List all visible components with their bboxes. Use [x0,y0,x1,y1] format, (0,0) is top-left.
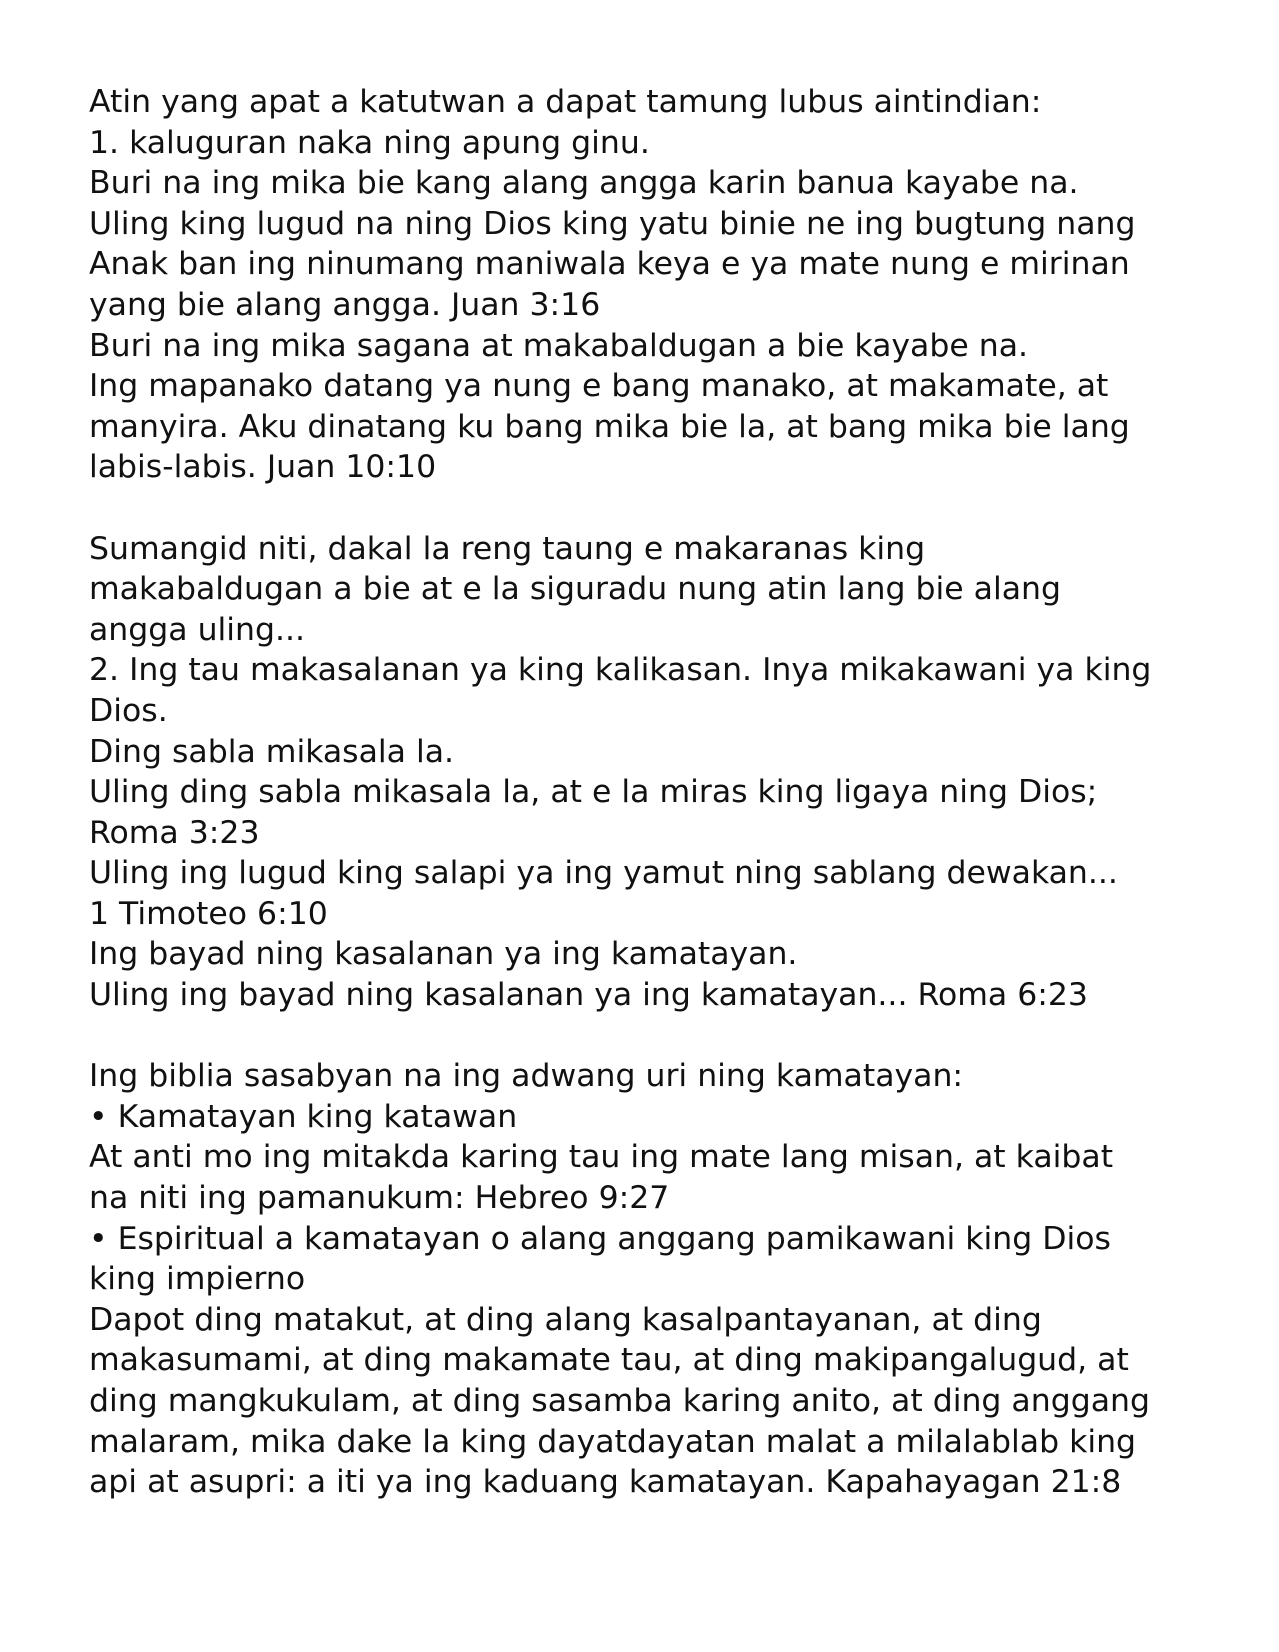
text-line: manyira. Aku dinatang ku bang mika bie la, at bang mika bie lang [89,408,1130,445]
paragraph-gap [89,1016,1219,1057]
text-line: king impierno [89,1261,306,1298]
paragraph-section-3 [89,1056,1219,1503]
text-line: 2. Ing tau makasalanan ya king kalikasan. Inya mikakawani ya king [89,652,1152,689]
text-line: 1 Timoteo 6:10 [89,895,328,932]
bullet-line: • Espiritual a kamatayan o alang anggang pamikawani king Dios [89,1220,1111,1257]
text-line: Buri na ing mika sagana at makabaldugan a bie kayabe na. [89,327,1029,364]
text-line: Dios. [89,692,168,729]
text-line: angga uling... [89,611,306,648]
text-line: makabaldugan a bie at e la siguradu nung atin lang bie alang [89,571,1061,608]
text-line: Ing biblia sasabyan na ing adwang uri ning kamatayan: [89,1058,964,1095]
text-line: ding mangkukulam, at ding sasamba karing anito, at ding anggang [89,1383,1150,1419]
bullet-line: • Kamatayan king katawan [89,1098,518,1135]
text-line: labis-labis. Juan 10:10 [89,449,437,486]
paragraph-section-2 [89,529,1219,1016]
text-line: Ing bayad ning kasalanan ya ing kamatayan. [89,936,798,973]
text-line: malaram, mika dake la king dayatdayatan malat a milalablab king [89,1423,1137,1460]
text-line: At anti mo ing mitakda karing tau ing mate lang misan, at kaibat [89,1139,1114,1176]
text-line: Uling ing bayad ning kasalanan ya ing kamatayan... Roma 6:23 [89,977,1088,1014]
text-line: Dapot ding matakut, at ding alang kasalpantayanan, at ding [89,1301,1042,1338]
text-line: Ing mapanako datang ya nung e bang manako, at makamate, at [89,368,1109,405]
paragraph-gap [89,488,1219,529]
text-line: Anak ban ing ninumang maniwala keya e ya mate nung e mirinan [89,246,1130,283]
text-line: makasumami, at ding makamate tau, at ding makipangalugud, at [89,1342,1129,1379]
text-line: Ding sabla mikasala la. [89,733,455,770]
text-line: api at asupri: a iti ya ing kaduang kamatayan. Kapahayagan 21:8 [89,1464,1122,1501]
text-line: Sumangid niti, dakal la reng taung e makaranas king [89,530,926,567]
paragraph-section-1 [89,82,1219,488]
document-page [89,82,1219,1503]
text-line: Uling ding sabla mikasala la, at e la miras king ligaya ning Dios; [89,774,1098,811]
text-line: na niti ing pamanukum: Hebreo 9:27 [89,1180,670,1217]
text-line: yang bie alang angga. Juan 3:16 [89,286,601,323]
text-line: Roma 3:23 [89,814,260,851]
text-line: Buri na ing mika bie kang alang angga karin banua kayabe na. [89,165,1079,202]
text-line: Uling ing lugud king salapi ya ing yamut ning sablang dewakan... [89,855,1118,892]
text-line: 1. kaluguran naka ning apung ginu. [89,124,650,161]
text-line: Atin yang apat a katutwan a dapat tamung lubus aintindian: [89,84,1042,120]
text-line: Uling king lugud na ning Dios king yatu binie ne ing bugtung nang [89,205,1136,242]
